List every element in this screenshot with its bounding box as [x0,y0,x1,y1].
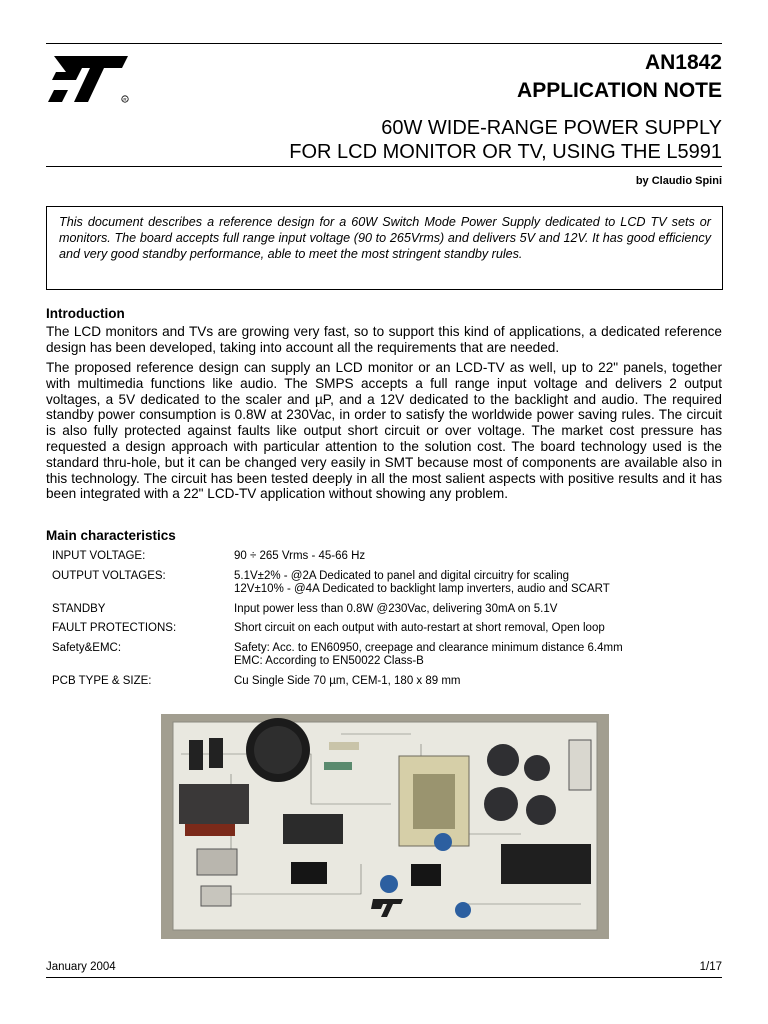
characteristic-value-line: 5.1V±2% - @2A Dedicated to panel and digital circuitry for scaling [234,569,570,582]
section-heading-characteristics: Main characteristics [46,528,176,543]
characteristic-key: PCB TYPE & SIZE: [52,674,152,687]
title-line-1: 60W WIDE-RANGE POWER SUPPLY [381,117,722,139]
characteristic-value [234,603,722,623]
abstract-box: This document describes a reference design for a 60W Switch Mode Power Supply dedicated to LCD TV sets or monitors. The board accepts full range input voltage (90 to 265Vrms) and delivers 5V and 12V. It has good efficiency and very good standby performance, able to meet the most stringent standby rules. [46,206,723,290]
footer-date: January 2004 [46,961,116,973]
characteristic-value-line: EMC: According to EN50022 Class-B [234,655,424,667]
characteristic-row [52,603,722,623]
characteristic-key: INPUT VOLTAGE: [52,550,146,562]
pcb-board-photo [161,714,609,939]
characteristic-row [52,570,722,603]
intro-paragraph-2: The proposed reference design can supply an LCD monitor or an LCD-TV as well, up to 22" panels, together with multimedia functions like audio. The SMPS accepts a full range input voltage and delivers 2 output voltages, a 5V dedicated to the scaler and µP, and a 12V dedicated to the backlight and audio. The required standby power consumption is 0.8W at 230Vac, in order to satisfy the worldwide power saving rules. The circuit is also fully protected against faults like output short circuit or over voltage. The market cost pressure has requested a design approach with particular attention to the solution cost. The board technology used is the standard thru-hole, but it can be changed very easily in SMT because most of components are available also in this technology. The circuit has been tested deeply in all the most salient aspects with positive results and it has been integrated with a 22" LCD-TV application without showing any problem. [46,360,722,502]
section-heading-introduction: Introduction [46,306,125,321]
author: by Claudio Spini [635,175,722,187]
characteristic-key: Safety&EMC: [52,641,122,654]
characteristic-value-line: Cu Single Side 70 µm, CEM-1, 180 x 89 mm [234,674,461,687]
intro-paragraph-1: The LCD monitors and TVs are growing very fast, so to support this kind of applications, a dedicated reference design has been developed, taking into account all the requirements that are needed. [46,324,722,355]
characteristic-value [234,570,722,603]
characteristic-value-line: Input power less than 0.8W @230Vac, delivering 30mA on 5.1V [234,602,558,615]
characteristic-row [52,550,722,570]
st-logo-icon [46,52,132,106]
characteristic-value [234,622,722,642]
characteristic-row [52,675,722,695]
characteristic-value-line: Short circuit on each output with auto-restart at short removal, Open loop [234,622,605,634]
page-number: 1/17 [699,961,722,973]
characteristic-key: OUTPUT VOLTAGES: [52,569,166,582]
title-rule [46,166,722,167]
characteristic-value-line: Safety: Acc. to EN60950, creepage and clearance minimum distance 6.4mm [234,641,623,654]
characteristic-key: FAULT PROTECTIONS: [52,622,177,634]
footer-rule [46,977,722,978]
document-id: AN1842 [644,51,722,74]
title-line-2: FOR LCD MONITOR OR TV, USING THE L5991 [289,141,722,163]
characteristic-value [234,642,722,675]
document-type: APPLICATION NOTE [517,79,722,102]
top-rule [46,43,722,44]
characteristic-value-line: 12V±10% - @4A Dedicated to backlight lamp inverters, audio and SCART [234,583,610,595]
document-title [122,116,722,164]
characteristic-value-line: 90 ÷ 265 Vrms - 45-66 Hz [234,550,366,562]
characteristic-value [234,675,722,695]
characteristic-row [52,622,722,642]
characteristic-key: STANDBY [52,602,106,615]
characteristics-table [52,550,722,694]
svg-text:R: R [123,97,127,102]
characteristic-value [234,550,722,570]
characteristic-row [52,642,722,675]
